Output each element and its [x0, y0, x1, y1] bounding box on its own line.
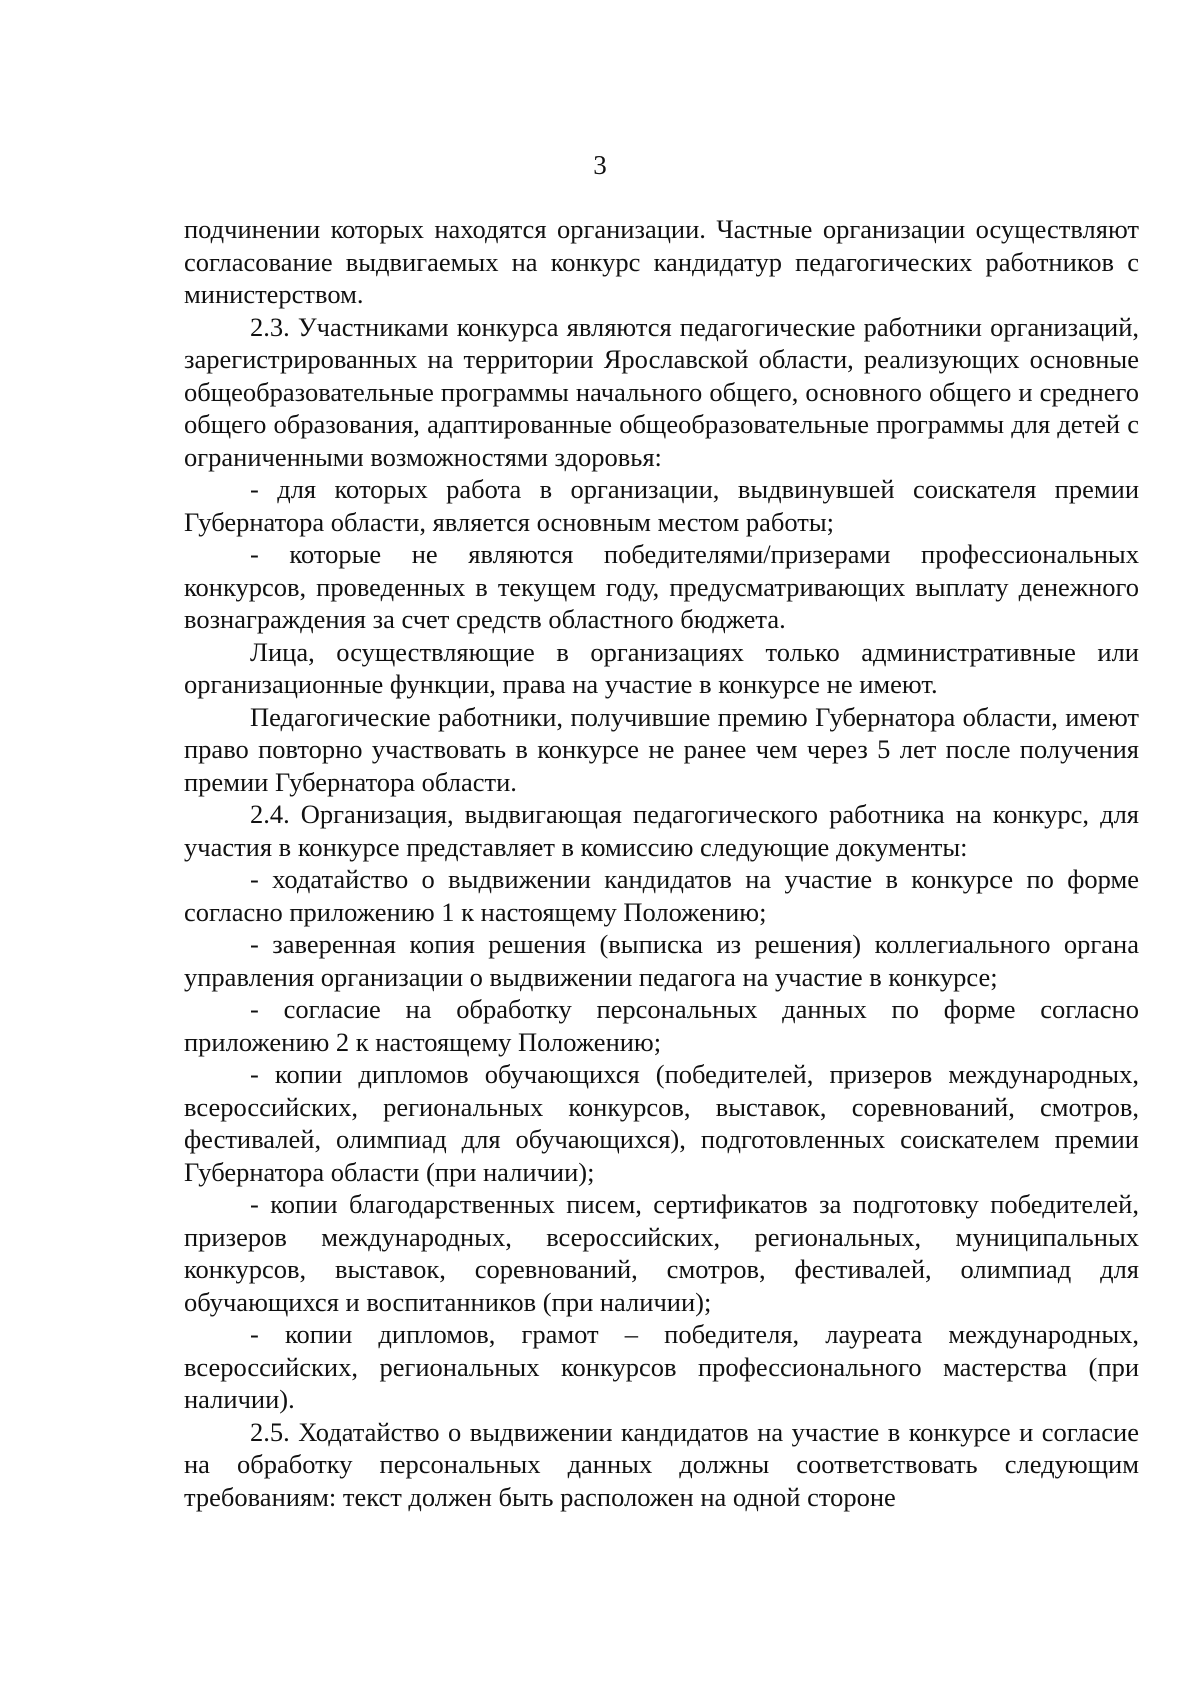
paragraph-repeat-participation: Педагогические работники, получившие премию Губернатора области, имеют право повторно участвовать в конкурсе не ранее чем через 5 лет после получения премии Губернатора области. [184, 701, 1139, 797]
list-item-decision-copy: - заверенная копия решения (выписка из решения) коллегиального органа управления организации о выдвижении педагога на участие в конкурсе; [184, 929, 1139, 992]
paragraph-continuation: подчинении которых находятся организации. Частные организации осуществляют согласование выдвигаемых на конкурс кандидатур педагогических работников с министерством. [184, 214, 1139, 309]
list-item-own-diplomas: - копии дипломов, грамот – победителя, лауреата международных, всероссийских, региональных конкурсов профессионального мастерства (при наличии). [184, 1319, 1139, 1414]
list-item-main-workplace: - для которых работа в организации, выдвинувшей соискателя премии Губернатора области, является основным местом работы; [184, 474, 1139, 537]
paragraph-2-3: 2.3. Участниками конкурса являются педагогические работники организаций, зарегистрированных на территории Ярославской области, реализующих основные общеобразовательные программы начального общего, основного общего и среднего общего образования, адаптированные общеобразовательные программы для детей с ограниченными возможностями здоровья: [184, 311, 1139, 472]
paragraph-2-5: 2.5. Ходатайство о выдвижении кандидатов на участие в конкурсе и согласие на обработку персональных данных должны соответствовать следующим требованиям: текст должен быть расположен на одной стороне [184, 1416, 1139, 1512]
list-item-gratitude-letters: - копии благодарственных писем, сертификатов за подготовку победителей, призеров международных, всероссийских, региональных, муниципальных конкурсов, выставок, соревнований, смотров, фестивалей, олимпиад для обучающихся и воспитанников (при наличии); [184, 1189, 1139, 1317]
document-body [184, 213, 1139, 1513]
list-item-consent: - согласие на обработку персональных данных по форме согласно приложению 2 к настоящему Положению; [184, 994, 1139, 1057]
list-item-student-diplomas: - копии дипломов обучающихся (победителей, призеров международных, всероссийских, региональных конкурсов, выставок, соревнований, смотров, фестивалей, олимпиад для обучающихся), подготовленных соискателем премии Губернатора области (при наличии); [184, 1059, 1139, 1187]
list-item-petition: - ходатайство о выдвижении кандидатов на участие в конкурсе по форме согласно приложению 1 к настоящему Положению; [184, 864, 1139, 927]
paragraph-admin-persons: Лица, осуществляющие в организациях только административные или организационные функции, права на участие в конкурсе не имеют. [184, 636, 1139, 699]
list-item-not-winners: - которые не являются победителями/призерами профессиональных конкурсов, проведенных в текущем году, предусматривающих выплату денежного вознаграждения за счет средств областного бюджета. [184, 539, 1139, 634]
paragraph-2-4: 2.4. Организация, выдвигающая педагогического работника на конкурс, для участия в конкурсе представляет в комиссию следующие документы: [184, 799, 1139, 862]
page-number: 3 [593, 150, 607, 180]
